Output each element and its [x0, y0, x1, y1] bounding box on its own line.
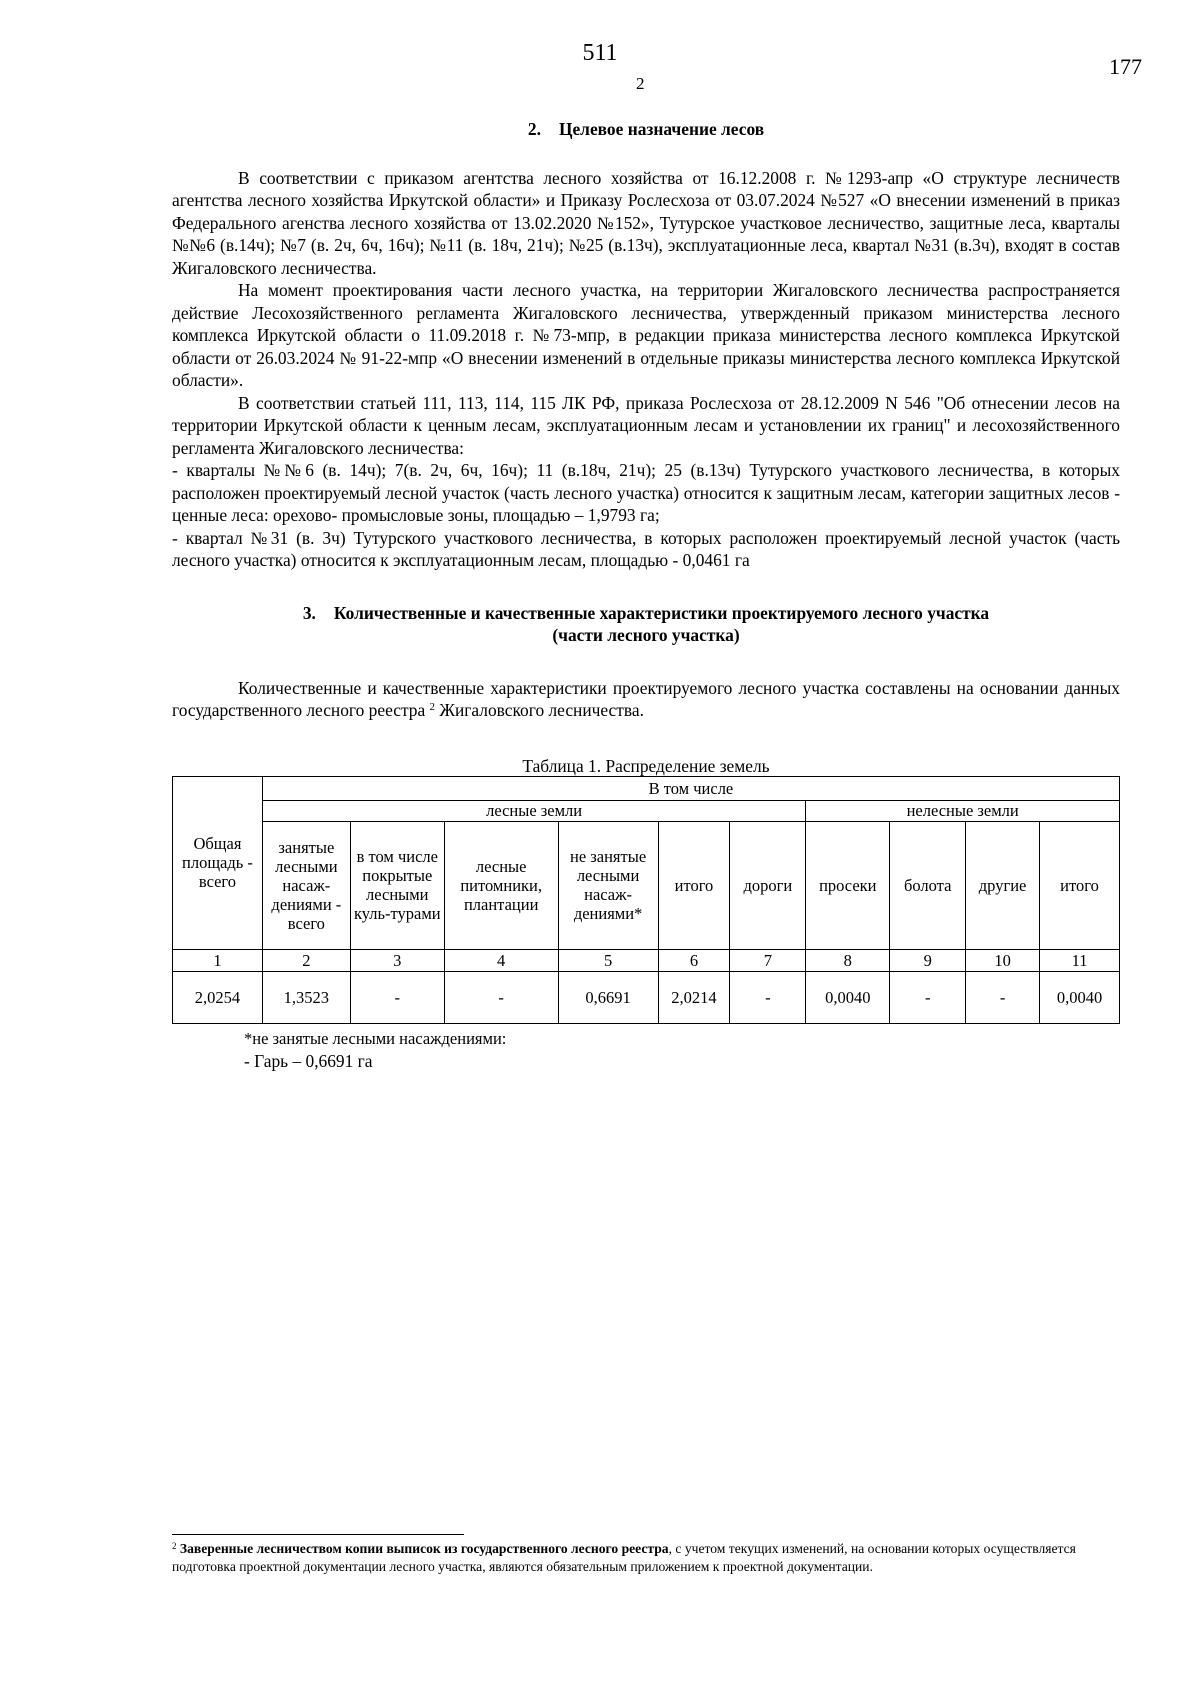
section-3-paragraph-text: Количественные и качественные характеристики проектируемого лесного участка составлены на основании данных государственного лесного реестра — [172, 677, 1120, 720]
page-number-main: 511 — [582, 40, 618, 66]
column-number-row — [173, 949, 1120, 971]
table-cell: - — [350, 971, 444, 1023]
column-header: итого — [1040, 821, 1120, 949]
column-number: 9 — [890, 949, 966, 971]
land-distribution-table — [172, 776, 1120, 1024]
column-header: просеки — [806, 821, 890, 949]
header-forest-lands: лесные земли — [262, 800, 805, 821]
column-number: 6 — [658, 949, 730, 971]
table-cell: - — [890, 971, 966, 1023]
column-number: 11 — [1040, 949, 1120, 971]
section-2-bullet: - кварталы №№6 (в. 14ч); 7(в. 2ч, 6ч, 16ч); 11 (в.18ч, 21ч); 25 (в.13ч) Тутурского участкового лесничества, в которых расположен проектируемый лесной участок (часть лесного участка) относится к защитным лесам, категории защитных лесов - ценные леса: орехово- промысловые зоны, площадью – 1,9793 га; — [172, 460, 1120, 525]
header-including: В том числе — [262, 776, 1119, 800]
table-note-title: *не занятые лесными насаждениями: — [244, 1028, 507, 1048]
column-number: 7 — [730, 949, 806, 971]
column-header: не занятые лесными насаж-дениями* — [558, 821, 658, 949]
section-2-bullet: - квартал №31 (в. 3ч) Тутурского участкового лесничества, в которых расположен проектируемый лесной участок (часть лесного участка) относится к эксплуатационным лесам, площадью - 0,0461 га — [172, 527, 1120, 570]
column-header: в том числе покрытые лесными куль-турами — [350, 821, 444, 949]
column-header: итого — [658, 821, 730, 949]
table-caption: Таблица 1. Распределение земель — [522, 755, 770, 776]
section-2-paragraph: На момент проектирования части лесного участка, на территории Жигаловского лесничества распространяется действие Лесохозяйственного регламента Жигаловского лесничества, утвержденный приказом министерства лесного комплекса Иркутской области о 11.09.2018 г. №73-мпр, в редакции приказа министерства лесного комплекса Иркутской области от 26.03.2024 № 91-22-мпр «О внесении изменений в отдельные приказы министерства лесного комплекса Иркутской области». — [172, 280, 1120, 390]
section-2-number: 2. — [527, 119, 541, 139]
column-number: 3 — [350, 949, 444, 971]
table-cell: - — [444, 971, 558, 1023]
section-3-title-line1: Количественные и качественные характеристики проектируемого лесного участка — [333, 602, 990, 623]
table-cell: 0,0040 — [1040, 971, 1120, 1023]
section-2-paragraph: В соответствии статьей 111, 113, 114, 115 ЛК РФ, приказа Рослесхоза от 28.12.2009 N 546 "Об отнесении лесов на территории Иркутской области к ценным лесам, эксплуатационным лесам и установлении их границ" и лесохозяйственного регламента Жигаловского лесничества: — [172, 392, 1120, 458]
section-3-paragraph-tail: Жигаловского лесничества. — [435, 700, 644, 720]
table-note-item: - Гарь – 0,6691 га — [244, 1050, 373, 1071]
footnote-marker: 2 — [172, 1541, 177, 1551]
table-cell: 1,3523 — [262, 971, 350, 1023]
header-total-area: Общая площадь - всего — [173, 776, 263, 949]
column-number: 10 — [966, 949, 1040, 971]
section-3-number: 3. — [302, 602, 316, 623]
footnote — [172, 1540, 1120, 1575]
column-header: лесные питомники, плантации — [444, 821, 558, 949]
footnote-bold-text: Заверенные лесничеством копии выписок из государственного лесного реестра — [179, 1541, 669, 1556]
table-cell: - — [730, 971, 806, 1023]
table-cell: 0,6691 — [558, 971, 658, 1023]
table-cell: 0,0040 — [806, 971, 890, 1023]
column-header: занятые лесными насаж-дениями - всего — [262, 821, 350, 949]
section-2-paragraph: В соответствии с приказом агентства лесного хозяйства от 16.12.2008 г. №1293-апр «О структуре лесничеств агентства лесного хозяйства Иркутской области» и Приказу Рослесхоза от 03.07.2024 №527 «О внесении изменений в приказ Федерального агенства лесного хозяйства от 13.02.2020 №152», Тутурское участковое лесничество, защитные леса, кварталы №№6 (в.14ч); №7 (в. 2ч, 6ч, 16ч); №11 (в. 18ч, 21ч); №25 (в.13ч), эксплуатационные леса, квартал №31 (в.3ч), входят в состав Жигаловского лесничества. — [172, 167, 1120, 278]
page-number-right: 177 — [1109, 54, 1142, 79]
footnote-reference: 2 — [429, 701, 436, 713]
section-3-heading — [172, 602, 1120, 647]
column-number: 1 — [173, 949, 263, 971]
table-row — [173, 971, 1120, 1023]
footnote-text: , с учетом текущих изменений, на основании которых осуществляется подготовка проектной документации лесного участка, являются обязательным приложением к проектной документации. — [172, 1541, 1076, 1574]
column-header: другие — [966, 821, 1040, 949]
table-cell: 2,0214 — [658, 971, 730, 1023]
column-header: болота — [890, 821, 966, 949]
column-number: 4 — [444, 949, 558, 971]
footnote-separator — [172, 1534, 464, 1535]
document-body — [172, 118, 1120, 1072]
section-3-title-line2: (части лесного участка) — [552, 625, 740, 645]
header-nonforest-lands: нелесные земли — [806, 800, 1120, 821]
section-2-title: Целевое назначение лесов — [558, 119, 765, 139]
section-3-paragraph — [172, 677, 1120, 722]
section-2-heading — [172, 118, 1120, 141]
table-cell: - — [966, 971, 1040, 1023]
column-number: 2 — [262, 949, 350, 971]
column-header: дороги — [730, 821, 806, 949]
table-cell: 2,0254 — [173, 971, 263, 1023]
column-number: 5 — [558, 949, 658, 971]
page-number-sub: 2 — [636, 74, 645, 93]
column-number: 8 — [806, 949, 890, 971]
